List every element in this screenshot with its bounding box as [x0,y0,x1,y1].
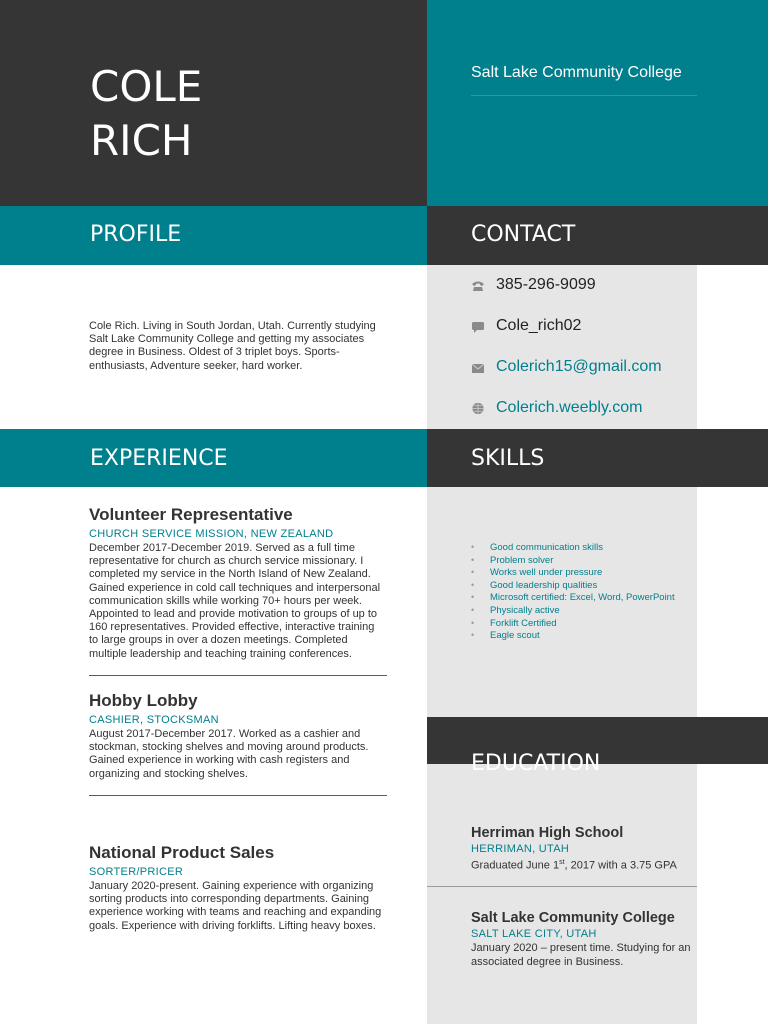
experience-divider [89,795,387,796]
profile-band [0,206,427,265]
contact-handle-row [471,317,581,335]
skills-list [471,541,697,642]
name-header-block [0,0,427,206]
experience-description: December 2017-December 2019. Served as a full time representative for church as church service missionary. I completed my service in the North Island of New Zealand. Gained experience in cold call techniques and interpersonal communication skills while working 70+ hours per week. Appointed to lead and provide motivation to groups of up to 160 representatives. Provided effective, interactive training to large groups in over a dozen meetings. Completed multiple leadership and teaching training conferences. [89,542,381,660]
envelope-icon [471,361,485,373]
education-heading: EDUCATION [471,751,601,776]
contact-website-row [471,399,642,417]
header-school: Salt Lake Community College [471,64,682,81]
experience-description: August 2017-December 2017. Worked as a cashier and stockman, stocking shelves and moving around products. Gained experience in working with cash registers and organizing and stocking shelves. [89,728,369,780]
name-heading [90,60,202,168]
last-name: RICH [90,116,193,165]
chat-icon [471,320,485,332]
skill-item: • Problem solver [471,554,697,567]
skill-item: • Good leadership qualities [471,579,697,592]
header-school-rule [471,95,697,96]
education-detail: Graduated June 1st, 2017 with a 3.75 GPA [471,859,677,872]
experience-title: National Product Sales [89,843,275,862]
skill-item: • Forklift Certified [471,617,697,630]
education-school: Herriman High School [471,825,624,841]
education-location: SALT LAKE CITY, UTAH [471,928,597,940]
education-item [471,910,697,969]
contact-phone-row [471,276,596,294]
contact-heading: CONTACT [471,222,576,247]
experience-item [89,843,384,933]
skill-item: • Microsoft certified: Excel, Word, PowerPoint [471,591,697,604]
profile-heading: PROFILE [90,222,182,247]
experience-title: Hobby Lobby [89,691,198,710]
experience-subtitle: CASHIER, STOCKSMAN [89,714,219,726]
experience-divider [89,675,387,676]
skill-item: • Good communication skills [471,541,697,554]
contact-email-row [471,358,662,376]
education-divider [427,886,697,887]
experience-subtitle: SORTER/PRICER [89,866,184,878]
experience-title: Volunteer Representative [89,505,293,524]
phone-icon [471,279,485,291]
globe-icon [471,402,485,414]
profile-text: Cole Rich. Living in South Jordan, Utah. Currently studying Salt Lake Community College and getting my associates degree in Business. Oldest of 3 triplet boys. Sports-enthusiasts, Adventure seeker, hard worker. [89,320,376,372]
first-name: COLE [90,62,203,111]
experience-subtitle: CHURCH SERVICE MISSION, NEW ZEALAND [89,528,334,540]
skill-item: • Works well under pressure [471,566,697,579]
skill-item: • Physically active [471,604,697,617]
contact-website[interactable]: Colerich.weebly.com [496,399,643,416]
contact-phone[interactable]: 385-296-9099 [496,276,596,293]
education-location: HERRIMAN, UTAH [471,843,570,855]
experience-description: January 2020-present. Gaining experience with organizing sorting products into corresponding departments. Gaining experience working with teams and reaching and expanding goals. Experience with driving forklifts. Lifting heavy boxes. [89,880,382,932]
contact-handle: Cole_rich02 [496,317,582,334]
contact-email[interactable]: Colerich15@gmail.com [496,358,662,375]
experience-item [89,691,384,781]
skills-heading: SKILLS [471,446,545,471]
experience-item [89,505,384,661]
experience-heading: EXPERIENCE [90,446,228,471]
education-detail: January 2020 – present time. Studying for an associated degree in Business. [471,942,691,968]
education-item [471,825,697,873]
skill-item: • Eagle scout [471,629,697,642]
school-header-block [427,0,768,206]
education-school: Salt Lake Community College [471,910,675,926]
